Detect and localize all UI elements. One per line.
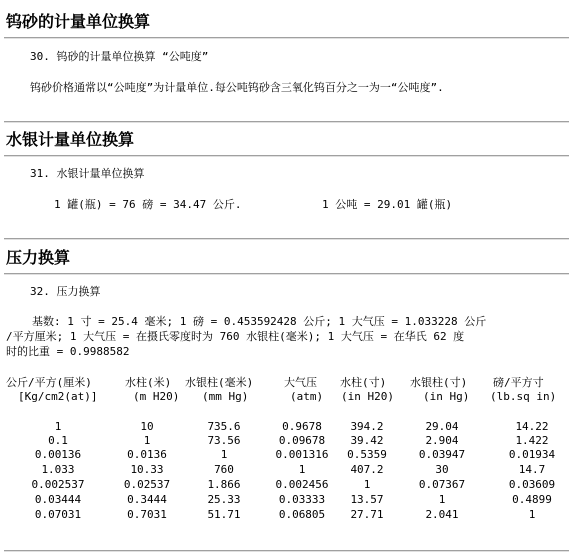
- cell-lb-sq-in: 0.01934: [508, 448, 556, 461]
- cell-atm: 0.09678: [278, 434, 326, 447]
- cell-mercury-in: 0.07367: [418, 478, 466, 491]
- item-31: 31. 水银计量单位换算: [30, 167, 145, 180]
- cell-water-m: 1: [143, 434, 151, 447]
- cell-lb-sq-in: 1: [528, 508, 536, 521]
- cell-water-m: 10.33: [130, 463, 164, 476]
- cell-mercury-in: 29.04: [425, 420, 459, 433]
- cell-atm: 0.002456: [275, 478, 329, 491]
- cell-water-m: 0.02537: [123, 478, 171, 491]
- header-kg-cm2: 公斤/平方(厘米): [6, 376, 92, 389]
- cell-water-m: 0.0136: [127, 448, 167, 461]
- cell-mercury-mm: 51.71: [207, 508, 241, 521]
- cell-mercury-in: 2.904: [425, 434, 459, 447]
- cell-water-in: 0.5359: [347, 448, 387, 461]
- cell-atm: 0.9678: [282, 420, 322, 433]
- cell-mercury-in: 2.041: [425, 508, 459, 521]
- cell-water-in: 1: [363, 478, 371, 491]
- divider: [4, 121, 569, 123]
- tungsten-body-text: 钨砂价格通常以“公吨度”为计量单位.每公吨钨砂含三氧化钨百分之一为一“公吨度”.: [30, 81, 444, 94]
- cell-water-in: 13.57: [350, 493, 384, 506]
- basis-line-3: 时的比重 = 0.9988582: [6, 345, 130, 358]
- divider: [4, 37, 569, 39]
- basis-line-2: /平方厘米; 1 大气压 = 在摄氏零度时为 760 水银柱(毫米); 1 大气压 = 在华氏 62 度: [6, 330, 465, 343]
- cell-atm: 0.001316: [275, 448, 329, 461]
- divider: [4, 238, 569, 240]
- cell-atm: 1: [298, 463, 306, 476]
- cell-kg-cm2: 0.002537: [31, 478, 85, 491]
- cell-water-in: 27.71: [350, 508, 384, 521]
- header-lb-sq-in: 磅/平方寸: [493, 376, 544, 389]
- cell-atm: 0.03333: [278, 493, 326, 506]
- header-atm: 大气压: [284, 376, 317, 389]
- divider: [4, 155, 569, 157]
- header-water-m: 水柱(米): [125, 376, 172, 389]
- header-water-in: 水柱(寸): [340, 376, 387, 389]
- unit-water-in: (in H20): [341, 390, 394, 403]
- unit-kg-cm2: [Kg/cm2(at)]: [18, 390, 98, 403]
- cell-lb-sq-in: 0.4899: [512, 493, 552, 506]
- divider: [4, 273, 569, 275]
- section-title-tungsten: 钨砂的计量单位换算: [6, 12, 151, 31]
- cell-kg-cm2: 1.033: [41, 463, 75, 476]
- item-30: 30. 钨砂的计量单位换算 “公吨度”: [30, 50, 209, 63]
- cell-water-m: 0.7031: [127, 508, 167, 521]
- unit-mercury-in: (in Hg): [423, 390, 470, 403]
- cell-water-in: 39.42: [350, 434, 384, 447]
- cell-lb-sq-in: 1.422: [515, 434, 549, 447]
- header-mercury-in: 水银柱(寸): [410, 376, 468, 389]
- cell-water-m: 10: [140, 420, 154, 433]
- cell-water-in: 407.2: [350, 463, 384, 476]
- section-title-mercury: 水银计量单位换算: [6, 130, 135, 149]
- cell-mercury-mm: 1: [220, 448, 228, 461]
- cell-kg-cm2: 1: [54, 420, 62, 433]
- cell-kg-cm2: 0.00136: [34, 448, 82, 461]
- mercury-line-flask: 1 罐(瓶) = 76 磅 = 34.47 公斤.: [54, 198, 242, 211]
- unit-lb-sq-in: (lb.sq in): [490, 390, 557, 403]
- divider: [4, 550, 569, 552]
- section-title-pressure: 压力换算: [6, 248, 71, 267]
- cell-mercury-mm: 735.6: [207, 420, 241, 433]
- unit-atm: (atm): [290, 390, 324, 403]
- cell-mercury-in: 30: [435, 463, 449, 476]
- cell-mercury-mm: 73.56: [207, 434, 241, 447]
- cell-lb-sq-in: 14.7: [518, 463, 546, 476]
- basis-line-1: 基数: 1 寸 = 25.4 毫米; 1 磅 = 0.453592428 公斤; 1 大气压 = 1.033228 公斤: [32, 315, 487, 328]
- cell-mercury-mm: 1.866: [207, 478, 241, 491]
- cell-mercury-mm: 760: [214, 463, 234, 476]
- cell-atm: 0.06805: [278, 508, 326, 521]
- unit-mercury-mm: (mm Hg): [202, 390, 249, 403]
- cell-water-in: 394.2: [350, 420, 384, 433]
- cell-kg-cm2: 0.03444: [34, 493, 82, 506]
- unit-water-m: (m H20): [133, 390, 180, 403]
- cell-lb-sq-in: 14.22: [515, 420, 549, 433]
- mercury-line-ton: 1 公吨 = 29.01 罐(瓶): [322, 198, 453, 211]
- cell-kg-cm2: 0.1: [48, 434, 68, 447]
- item-32: 32. 压力换算: [30, 285, 101, 298]
- cell-mercury-mm: 25.33: [207, 493, 241, 506]
- cell-mercury-in: 0.03947: [418, 448, 466, 461]
- cell-water-m: 0.3444: [127, 493, 167, 506]
- cell-lb-sq-in: 0.03609: [508, 478, 556, 491]
- cell-kg-cm2: 0.07031: [34, 508, 82, 521]
- cell-mercury-in: 1: [438, 493, 446, 506]
- header-mercury-mm: 水银柱(毫米): [185, 376, 254, 389]
